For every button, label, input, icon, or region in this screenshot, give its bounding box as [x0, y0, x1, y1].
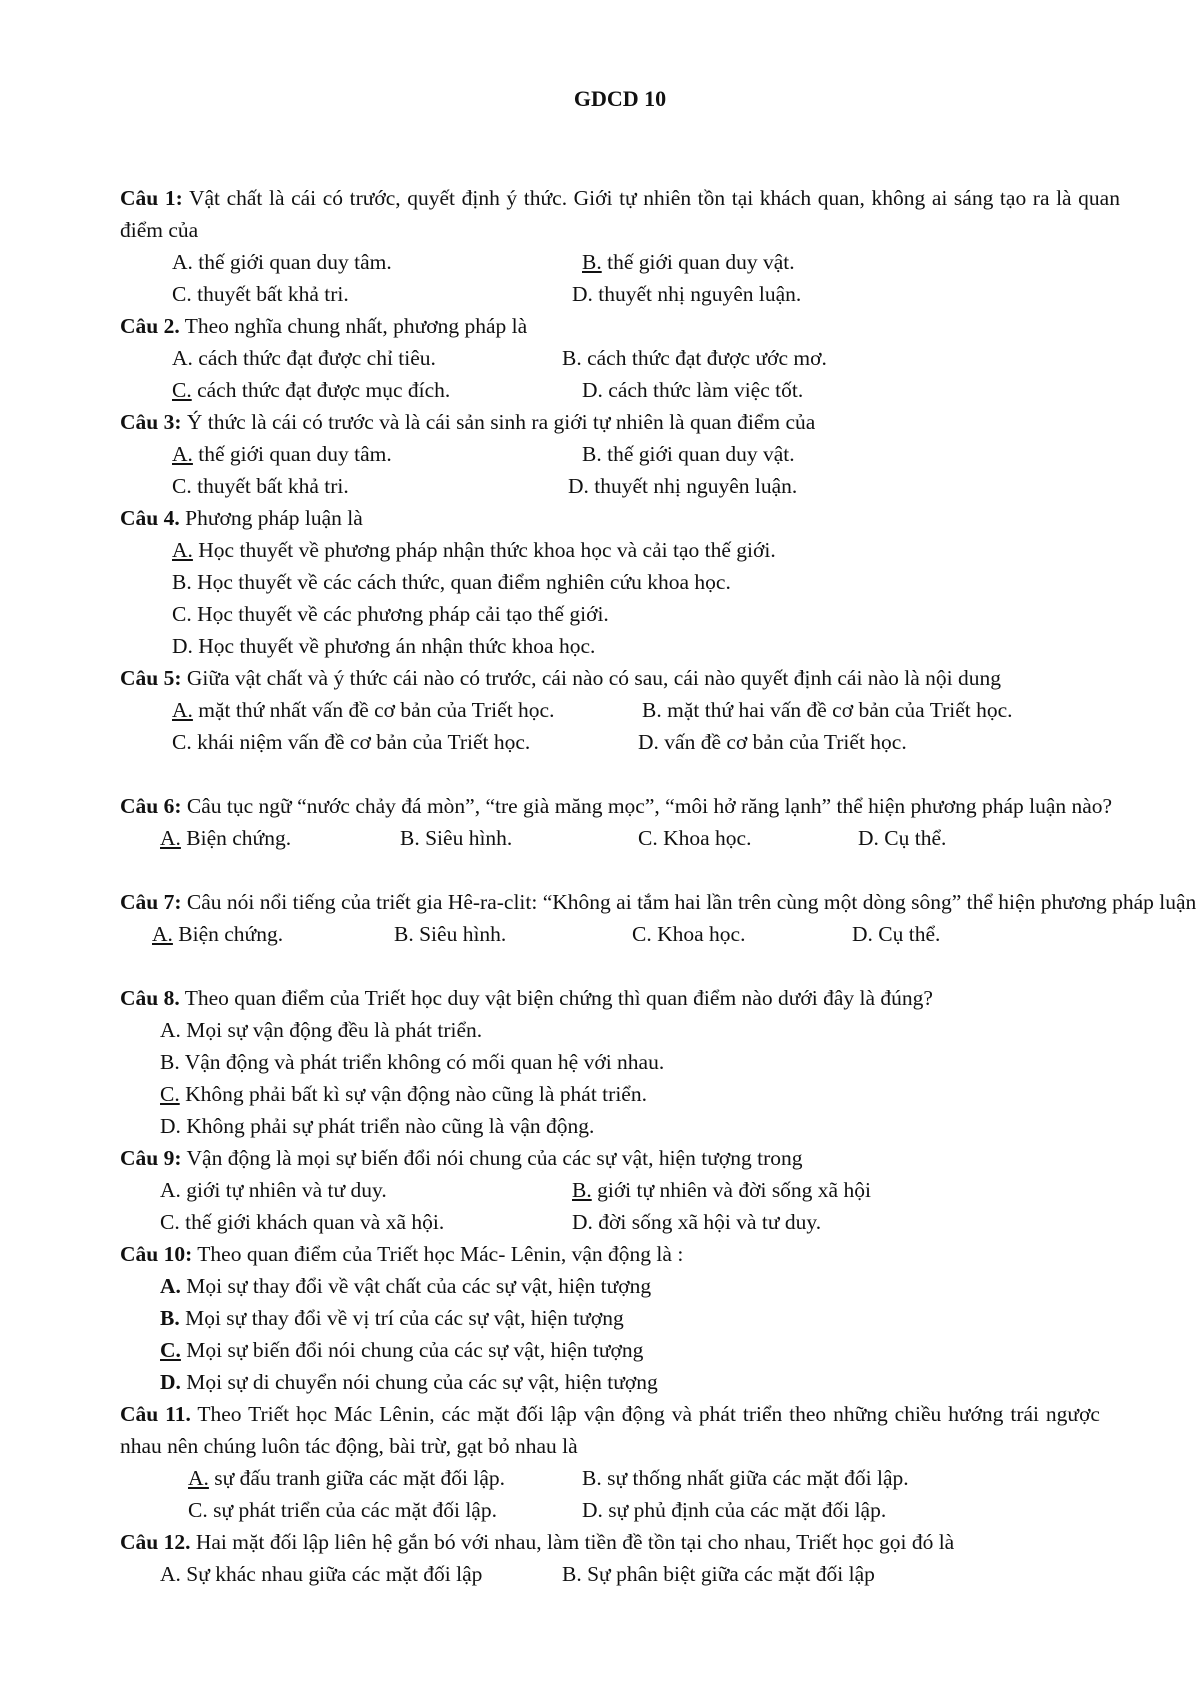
option-text: thuyết nhị nguyên luận. — [598, 282, 802, 306]
option-text: Mọi sự di chuyển nói chung của các sự vật, hiện tượng — [186, 1370, 658, 1394]
question-text: Vật chất là cái có trước, quyết định ý thức. Giới tự nhiên tồn tại khách quan, không ai sáng tạo ra là quan điểm của — [120, 186, 1120, 242]
option-c — [632, 918, 745, 950]
option-text: Học thuyết về phương án nhận thức khoa học. — [198, 634, 596, 658]
option-b — [120, 1302, 683, 1334]
question-1 — [120, 182, 1120, 310]
option-letter: C. — [160, 1210, 180, 1234]
option-text: Mọi sự biến đổi nói chung của các sự vật, hiện tượng — [186, 1338, 644, 1362]
question-text: Theo Triết học Mác Lênin, các mặt đối lập vận động và phát triển theo những chiều hướng trái ngược nhau nên chúng luôn tác động, bài trừ, gạt bỏ nhau là — [120, 1402, 1100, 1458]
option-text: Không phải sự phát triển nào cũng là vận động. — [186, 1114, 595, 1138]
option-letter: D. — [582, 378, 603, 402]
question-stem — [120, 1238, 683, 1270]
option-letter: C. — [172, 602, 192, 626]
option-text: Mọi sự thay đổi về vị trí của các sự vật, hiện tượng — [185, 1306, 624, 1330]
option-text: sự thống nhất giữa các mặt đối lập. — [607, 1466, 909, 1490]
option-text: giới tự nhiên và tư duy. — [186, 1178, 387, 1202]
option-text: cách thức đạt được mục đích. — [197, 378, 451, 402]
option-d — [858, 822, 946, 854]
question-text: Hai mặt đối lập liên hệ gắn bó với nhau, làm tiền đề tồn tại cho nhau, Triết học gọi đó là — [195, 1530, 955, 1554]
option-a — [172, 342, 436, 374]
question-text: Vận động là mọi sự biến đổi nói chung của các sự vật, hiện tượng trong — [186, 1146, 803, 1170]
question-label: Câu 12. — [120, 1530, 191, 1554]
option-row — [120, 726, 1120, 758]
option-text: sự phát triển của các mặt đối lập. — [213, 1498, 497, 1522]
option-c — [120, 598, 776, 630]
option-c — [188, 1494, 497, 1526]
option-text: Học thuyết về các cách thức, quan điểm nghiên cứu khoa học. — [197, 570, 731, 594]
option-text: thế giới quan duy vật. — [607, 250, 795, 274]
option-text: mặt thứ hai vấn đề cơ bản của Triết học. — [667, 698, 1013, 722]
option-text: Sự phân biệt giữa các mặt đối lập — [587, 1562, 875, 1586]
option-letter: A. — [160, 1018, 181, 1042]
option-c-answer — [120, 1078, 933, 1110]
question-stem — [120, 182, 1120, 246]
option-text: Siêu hình. — [419, 922, 507, 946]
option-c — [638, 822, 751, 854]
option-letter: C. — [638, 826, 658, 850]
option-text: Vận động và phát triển không có mối quan hệ với nhau. — [184, 1050, 665, 1074]
option-c — [172, 470, 349, 502]
question-11 — [120, 1398, 1100, 1526]
option-d — [120, 1110, 933, 1142]
question-4 — [120, 502, 776, 662]
option-letter: D. — [852, 922, 873, 946]
option-a — [160, 1558, 482, 1590]
question-text: Theo nghĩa chung nhất, phương pháp là — [184, 314, 528, 338]
question-label: Câu 2. — [120, 314, 180, 338]
option-row — [120, 822, 1160, 854]
option-b — [562, 342, 827, 374]
option-letter: D. — [568, 474, 589, 498]
option-text: thế giới quan duy tâm. — [198, 250, 392, 274]
option-text: giới tự nhiên và đời sống xã hội — [597, 1178, 871, 1202]
option-letter: A. — [160, 826, 181, 850]
option-letter: B. — [572, 1178, 592, 1202]
option-letter: B. — [582, 250, 602, 274]
option-letter: A. — [160, 1178, 181, 1202]
option-text: Học thuyết về các phương pháp cải tạo thế giới. — [197, 602, 609, 626]
option-text: thế giới quan duy tâm. — [198, 442, 392, 466]
option-d — [568, 470, 797, 502]
option-letter: C. — [172, 282, 192, 306]
option-text: Mọi sự thay đổi về vật chất của các sự vật, hiện tượng — [186, 1274, 652, 1298]
option-b-answer — [582, 246, 795, 278]
option-text: cách thức đạt được chỉ tiêu. — [198, 346, 436, 370]
option-text: thuyết bất khả tri. — [197, 282, 349, 306]
option-text: khái niệm vấn đề cơ bản của Triết học. — [197, 730, 531, 754]
option-letter: D. — [172, 634, 193, 658]
option-a-answer — [120, 534, 776, 566]
question-stem — [120, 502, 776, 534]
option-a — [120, 1270, 683, 1302]
question-label: Câu 6: — [120, 794, 182, 818]
option-text: thế giới khách quan và xã hội. — [185, 1210, 445, 1234]
option-letter: B. — [562, 346, 582, 370]
option-text: sự phủ định của các mặt đối lập. — [608, 1498, 887, 1522]
question-text: Giữa vật chất và ý thức cái nào có trước, cái nào có sau, cái nào quyết định cái nào là nội dung — [186, 666, 1001, 690]
option-row — [120, 1462, 1100, 1494]
option-row — [120, 1558, 954, 1590]
option-d — [572, 278, 801, 310]
option-text: mặt thứ nhất vấn đề cơ bản của Triết học. — [198, 698, 555, 722]
question-text: Theo quan điểm của Triết học duy vật biện chứng thì quan điểm nào dưới đây là đúng? — [184, 986, 933, 1010]
option-row — [120, 918, 1160, 950]
option-a — [172, 246, 392, 278]
option-c — [172, 278, 349, 310]
option-letter: C. — [172, 474, 192, 498]
option-row — [120, 1494, 1100, 1526]
option-letter: D. — [582, 1498, 603, 1522]
option-letter: B. — [394, 922, 414, 946]
question-text: Phương pháp luận là — [185, 506, 363, 530]
option-row — [120, 438, 815, 470]
option-b — [642, 694, 1013, 726]
option-c-answer — [172, 374, 450, 406]
option-text: Biện chứng. — [186, 826, 292, 850]
option-text: cách thức đạt được ước mơ. — [587, 346, 827, 370]
question-stem — [120, 1142, 802, 1174]
option-text: Khoa học. — [663, 826, 752, 850]
page-title: GDCD 10 — [573, 86, 667, 111]
question-6 — [120, 790, 1160, 854]
option-text: Học thuyết về phương pháp nhận thức khoa học và cải tạo thế giới. — [198, 538, 776, 562]
question-12 — [120, 1526, 954, 1590]
option-a-answer — [172, 694, 554, 726]
option-text: sự đấu tranh giữa các mặt đối lập. — [214, 1466, 506, 1490]
option-c-answer — [120, 1334, 683, 1366]
option-text: Cụ thể. — [884, 826, 947, 850]
question-3 — [120, 406, 815, 502]
option-letter: D. — [160, 1114, 181, 1138]
option-c — [160, 1206, 444, 1238]
option-letter: B. — [160, 1050, 180, 1074]
option-letter: B. — [562, 1562, 582, 1586]
option-letter: B. — [582, 442, 602, 466]
option-a-answer — [160, 822, 291, 854]
option-d — [120, 630, 776, 662]
option-text: thuyết bất khả tri. — [197, 474, 349, 498]
option-letter: B. — [160, 1306, 180, 1330]
option-letter: A. — [172, 442, 193, 466]
option-text: Khoa học. — [657, 922, 746, 946]
option-a — [120, 1014, 933, 1046]
question-7 — [120, 886, 1197, 950]
question-text: Câu tục ngữ “nước chảy đá mòn”, “tre già măng mọc”, “môi hở răng lạnh” thể hiện phương pháp luận nào? — [186, 794, 1113, 818]
question-label: Câu 10: — [120, 1242, 193, 1266]
option-letter: C. — [160, 1082, 180, 1106]
question-label: Câu 5: — [120, 666, 182, 690]
question-2 — [120, 310, 827, 406]
option-row — [120, 374, 804, 406]
question-text: Câu nói nổi tiếng của triết gia Hê-ra-clit: “Không ai tắm hai lần trên cùng một dòng sông” thể hiện phương pháp luận — [186, 890, 1197, 914]
option-letter: C. — [172, 730, 192, 754]
question-9 — [120, 1142, 871, 1238]
option-b — [582, 1462, 909, 1494]
option-row — [120, 342, 827, 374]
option-row — [120, 278, 1120, 310]
option-b — [562, 1558, 875, 1590]
option-letter: B. — [582, 1466, 602, 1490]
option-b — [400, 822, 512, 854]
question-stem — [120, 310, 527, 342]
question-stem — [120, 662, 1120, 694]
option-letter: A. — [172, 698, 193, 722]
option-letter: D. — [858, 826, 879, 850]
option-text: Không phải bất kì sự vận động nào cũng là phát triển. — [185, 1082, 647, 1106]
option-d — [582, 374, 803, 406]
option-row — [120, 1174, 871, 1206]
option-row — [120, 694, 1120, 726]
option-letter: A. — [172, 250, 193, 274]
question-5 — [120, 662, 1120, 758]
option-letter: C. — [632, 922, 652, 946]
option-a — [160, 1174, 387, 1206]
option-letter: A. — [160, 1274, 181, 1298]
question-text: Ý thức là cái có trước và là cái sản sinh ra giới tự nhiên là quan điểm của — [186, 410, 816, 434]
question-stem — [120, 790, 1160, 822]
question-label: Câu 7: — [120, 890, 182, 914]
option-letter: D. — [572, 1210, 593, 1234]
option-a-answer — [188, 1462, 505, 1494]
option-b — [582, 438, 795, 470]
option-row — [120, 1206, 822, 1238]
question-label: Câu 4. — [120, 506, 180, 530]
option-letter: B. — [172, 570, 192, 594]
option-text: Mọi sự vận động đều là phát triển. — [186, 1018, 483, 1042]
question-label: Câu 8. — [120, 986, 180, 1010]
option-d — [582, 1494, 886, 1526]
option-letter: D. — [160, 1370, 181, 1394]
option-text: thế giới quan duy vật. — [607, 442, 795, 466]
option-letter: B. — [642, 698, 662, 722]
option-text: vấn đề cơ bản của Triết học. — [664, 730, 907, 754]
option-text: Biện chứng. — [178, 922, 284, 946]
question-stem — [120, 1526, 954, 1558]
option-a-answer — [172, 438, 392, 470]
option-text: đời sống xã hội và tư duy. — [598, 1210, 822, 1234]
option-letter: A. — [172, 346, 193, 370]
question-text: Theo quan điểm của Triết học Mác- Lênin, vận động là : — [197, 1242, 684, 1266]
option-b-answer — [572, 1174, 871, 1206]
question-label: Câu 1: — [120, 186, 183, 210]
option-letter: A. — [152, 922, 173, 946]
option-text: thuyết nhị nguyên luận. — [594, 474, 798, 498]
option-letter: C. — [160, 1338, 181, 1362]
option-d — [638, 726, 907, 758]
option-text: Sự khác nhau giữa các mặt đối lập — [186, 1562, 483, 1586]
question-stem — [120, 1398, 1100, 1462]
option-text: Siêu hình. — [425, 826, 513, 850]
option-row — [120, 470, 815, 502]
question-8 — [120, 982, 933, 1142]
option-letter: B. — [400, 826, 420, 850]
option-letter: C. — [188, 1498, 208, 1522]
question-stem — [120, 886, 1197, 918]
option-row — [120, 246, 1120, 278]
option-letter: A. — [188, 1466, 209, 1490]
option-b — [120, 566, 776, 598]
option-text: cách thức làm việc tốt. — [608, 378, 804, 402]
option-b — [394, 918, 506, 950]
option-text: Cụ thể. — [878, 922, 941, 946]
option-b — [120, 1046, 933, 1078]
option-letter: C. — [172, 378, 192, 402]
option-letter: D. — [638, 730, 659, 754]
question-label: Câu 11. — [120, 1402, 191, 1426]
option-c — [172, 726, 530, 758]
option-letter: A. — [172, 538, 193, 562]
question-stem — [120, 406, 815, 438]
option-letter: A. — [160, 1562, 181, 1586]
question-label: Câu 3: — [120, 410, 182, 434]
option-d — [852, 918, 940, 950]
question-label: Câu 9: — [120, 1146, 182, 1170]
option-a-answer — [152, 918, 283, 950]
question-stem — [120, 982, 933, 1014]
question-10 — [120, 1238, 683, 1398]
option-letter: D. — [572, 282, 593, 306]
option-d — [572, 1206, 821, 1238]
option-d — [120, 1366, 683, 1398]
